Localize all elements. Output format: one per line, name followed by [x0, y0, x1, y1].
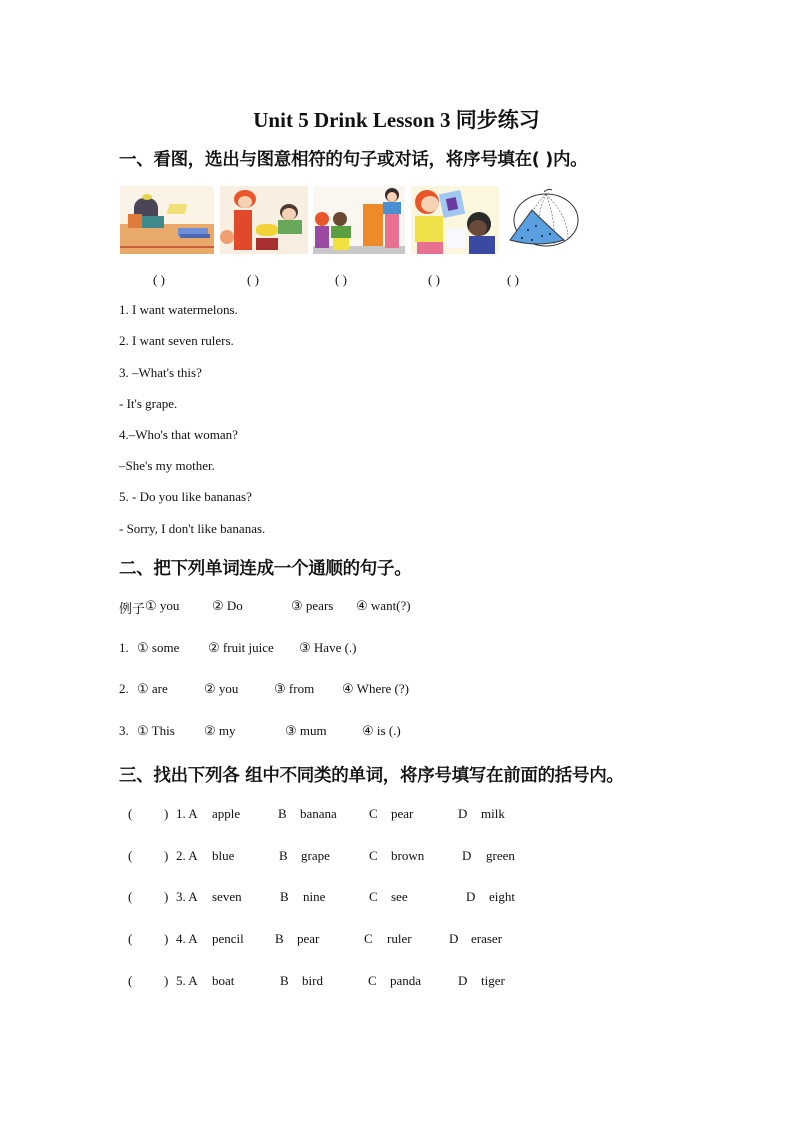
- option-a: pencil: [212, 931, 244, 946]
- option-b: grape: [301, 848, 330, 863]
- option-b-label: B: [279, 848, 288, 863]
- word-2: ② you: [204, 681, 239, 696]
- item-number: 3. A: [176, 889, 198, 904]
- option-c-label: C: [369, 848, 378, 863]
- option-c: see: [391, 889, 408, 904]
- page-title: Unit 5 Drink Lesson 3 同步练习: [253, 108, 540, 132]
- section-1-heading: 一、看图，选出与图意相符的句子或对话，将序号填在( )内。: [119, 150, 588, 170]
- option-b-label: B: [278, 806, 287, 821]
- sentence-1: 1. I want watermelons.: [119, 302, 238, 317]
- sentence-4-answer: –She's my mother.: [119, 458, 215, 473]
- option-b: pear: [297, 931, 320, 946]
- picture-woman-at-desk: [120, 186, 214, 254]
- option-d: eight: [489, 889, 515, 904]
- example-word-2: ② Do: [212, 598, 243, 613]
- option-b-label: B: [280, 889, 289, 904]
- answer-blank-open[interactable]: (: [128, 806, 133, 821]
- item-number: 4. A: [176, 931, 198, 946]
- answer-blank-close: ): [164, 848, 169, 863]
- item-number: 1.: [119, 640, 129, 655]
- option-c-label: C: [369, 806, 378, 821]
- word-2: ② my: [204, 723, 236, 738]
- answer-blank-close: ): [164, 889, 169, 904]
- item-number: 2. A: [176, 848, 198, 863]
- answer-blank-2[interactable]: ( ): [247, 272, 259, 287]
- word-4: ④ Where (?): [342, 681, 409, 696]
- option-b-label: B: [275, 931, 284, 946]
- item-number: 1. A: [176, 806, 198, 821]
- option-c-label: C: [364, 931, 373, 946]
- sentence-2: 2. I want seven rulers.: [119, 333, 234, 348]
- word-3: ③ Have (.): [299, 640, 357, 655]
- answer-blank-open[interactable]: (: [128, 889, 133, 904]
- option-b: bird: [302, 973, 323, 988]
- option-d-label: D: [449, 931, 459, 946]
- word-1: ① some: [137, 640, 180, 655]
- option-c: ruler: [387, 931, 412, 946]
- example-word-4: ④ want(?): [356, 598, 411, 613]
- picture-children-and-mother: [313, 186, 405, 254]
- answer-blank-open[interactable]: (: [128, 973, 133, 988]
- answer-blank-close: ): [164, 931, 169, 946]
- answer-blank-close: ): [164, 973, 169, 988]
- option-b-label: B: [280, 973, 289, 988]
- option-a: seven: [212, 889, 242, 904]
- example-label: 例子: [119, 602, 146, 617]
- answer-blank-5[interactable]: ( ): [507, 272, 519, 287]
- item-number: 3.: [119, 723, 129, 738]
- item-number: 2.: [119, 681, 129, 696]
- sentence-4-question: 4.–Who's that woman?: [119, 427, 238, 442]
- word-1: ① are: [137, 681, 168, 696]
- answer-blank-open[interactable]: (: [128, 931, 133, 946]
- option-d-label: D: [458, 973, 468, 988]
- option-d: milk: [481, 806, 505, 821]
- example-word-3: ③ pears: [291, 598, 334, 613]
- word-3: ③ from: [274, 681, 315, 696]
- word-1: ① This: [137, 723, 175, 738]
- option-a: apple: [212, 806, 241, 821]
- option-c-label: C: [369, 889, 378, 904]
- item-number: 5. A: [176, 973, 198, 988]
- sentence-3-question: 3. –What's this?: [119, 365, 202, 380]
- word-2: ② fruit juice: [208, 640, 274, 655]
- answer-blank-open[interactable]: (: [128, 848, 133, 863]
- option-d: eraser: [471, 931, 503, 946]
- option-d-label: D: [462, 848, 472, 863]
- word-3: ③ mum: [285, 723, 327, 738]
- answer-blank-3[interactable]: ( ): [335, 272, 347, 287]
- answer-blank-1[interactable]: ( ): [153, 272, 165, 287]
- option-d: green: [486, 848, 515, 863]
- option-c: panda: [390, 973, 422, 988]
- option-d: tiger: [481, 973, 505, 988]
- option-d-label: D: [458, 806, 468, 821]
- example-word-1: ① you: [145, 598, 180, 613]
- option-a: boat: [212, 973, 235, 988]
- picture-watermelon: [504, 186, 582, 254]
- option-b: nine: [303, 889, 326, 904]
- answer-blank-close: ): [164, 806, 169, 821]
- picture-girls-with-bananas: [220, 186, 308, 254]
- sentence-5-answer: - Sorry, I don't like bananas.: [119, 521, 266, 536]
- option-c: brown: [391, 848, 425, 863]
- option-d-label: D: [466, 889, 476, 904]
- option-b: banana: [300, 806, 337, 821]
- sentence-5-question: 5. - Do you like bananas?: [119, 489, 252, 504]
- option-c-label: C: [368, 973, 377, 988]
- option-a: blue: [212, 848, 235, 863]
- section-3-heading: 三、找出下列各 组中不同类的单词，将序号填写在前面的括号内。: [119, 766, 624, 786]
- section-2-heading: 二、把下列单词连成一个通顺的句子。: [119, 559, 412, 579]
- word-4: ④ is (.): [362, 723, 401, 738]
- option-c: pear: [391, 806, 414, 821]
- answer-blank-4[interactable]: ( ): [428, 272, 440, 287]
- sentence-3-answer: - It's grape.: [119, 396, 178, 411]
- picture-girl-with-grape-picture: [411, 186, 499, 254]
